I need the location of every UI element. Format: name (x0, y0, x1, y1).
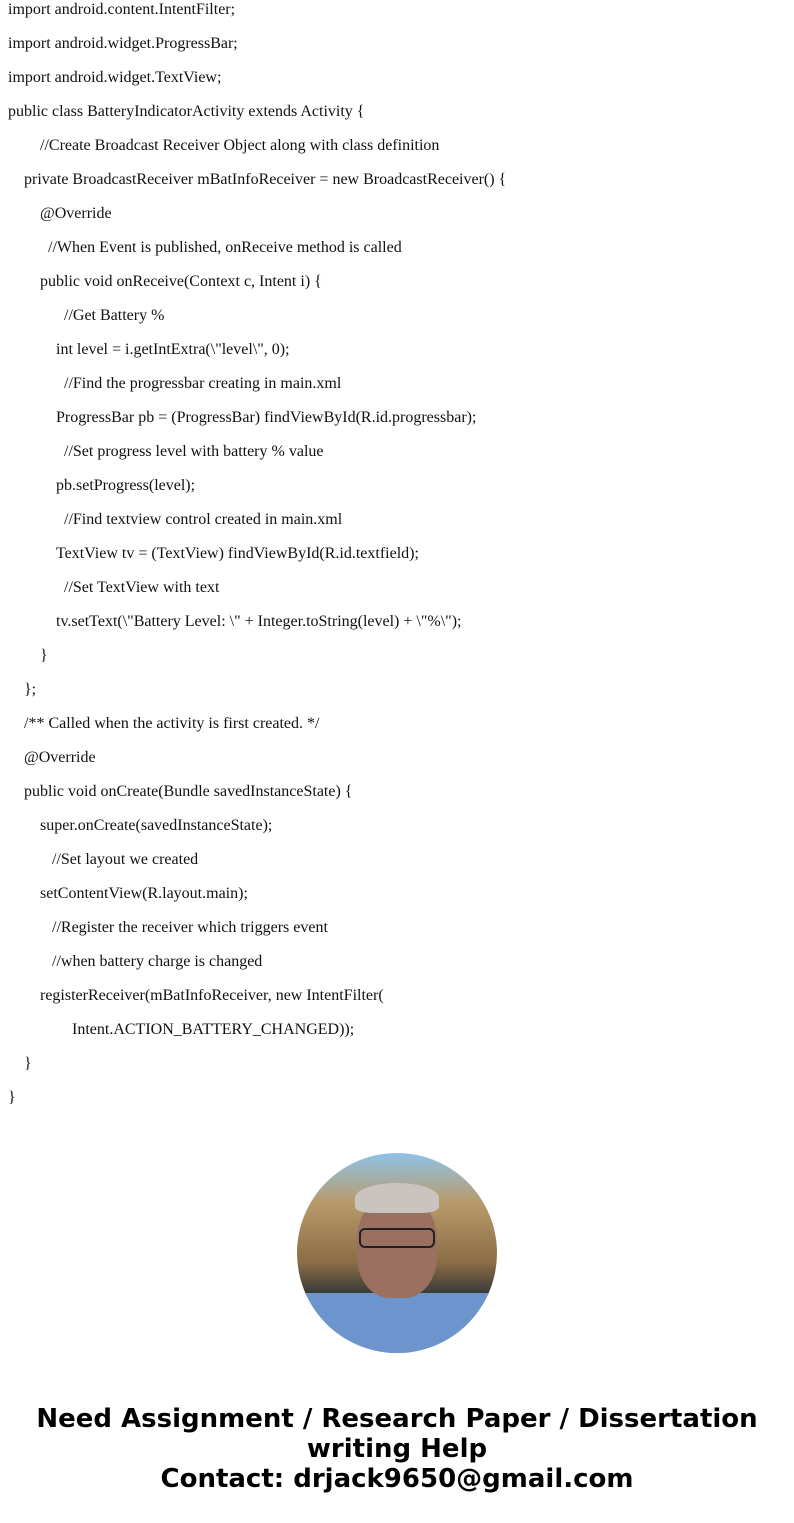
code-line: Intent.ACTION_BATTERY_CHANGED)); (72, 1021, 355, 1038)
code-line: //Set layout we created (52, 851, 199, 868)
code-line: //Find textview control created in main.xml (64, 511, 343, 528)
code-line: } (24, 1055, 32, 1072)
avatar-glasses (359, 1228, 435, 1248)
code-line: import android.widget.ProgressBar; (8, 35, 238, 52)
author-avatar (297, 1153, 497, 1353)
code-line: pb.setProgress(level); (56, 477, 196, 494)
code-line: setContentView(R.layout.main); (40, 885, 248, 902)
code-line: } (40, 647, 48, 664)
code-line: //when battery charge is changed (52, 953, 263, 970)
code-line: //Set TextView with text (64, 579, 220, 596)
code-line: registerReceiver(mBatInfoReceiver, new IntentFilter( (40, 987, 384, 1004)
code-line: //Find the progressbar creating in main.xml (64, 375, 342, 392)
code-line: //Get Battery % (64, 307, 165, 324)
code-line: TextView tv = (TextView) findViewById(R.id.textfield); (56, 545, 419, 562)
code-line: import android.widget.TextView; (8, 69, 222, 86)
avatar-hair (355, 1183, 439, 1213)
banner-line-3: Contact: drjack9650@gmail.com (160, 1464, 634, 1494)
code-line: public class BatteryIndicatorActivity extends Activity { (8, 103, 365, 120)
code-line: @Override (40, 205, 112, 222)
banner-line-1: Need Assignment / Research Paper / Dissertation (36, 1404, 758, 1434)
code-line: tv.setText(\"Battery Level: \" + Integer.toString(level) + \"%\"); (56, 613, 462, 630)
code-line: }; (24, 681, 37, 698)
code-line: } (8, 1089, 16, 1106)
code-line: /** Called when the activity is first created. */ (24, 715, 320, 732)
code-line: @Override (24, 749, 96, 766)
code-line: public void onReceive(Context c, Intent i) { (40, 273, 322, 290)
code-line: int level = i.getIntExtra(\"level\", 0); (56, 341, 290, 358)
code-line: //Register the receiver which triggers event (52, 919, 328, 936)
banner-line-2: writing Help (306, 1434, 488, 1464)
avatar-shirt (297, 1293, 497, 1353)
code-line: public void onCreate(Bundle savedInstanceState) { (24, 783, 353, 800)
code-line: super.onCreate(savedInstanceState); (40, 817, 273, 834)
code-line: //Set progress level with battery % value (64, 443, 324, 460)
code-line: //When Event is published, onReceive method is called (48, 239, 402, 256)
code-line: import android.content.IntentFilter; (8, 1, 236, 18)
code-line: ProgressBar pb = (ProgressBar) findViewById(R.id.progressbar); (56, 409, 477, 426)
contact-banner (0, 1404, 794, 1494)
code-line: private BroadcastReceiver mBatInfoReceiver = new BroadcastReceiver() { (24, 171, 507, 188)
code-line: //Create Broadcast Receiver Object along with class definition (40, 137, 440, 154)
